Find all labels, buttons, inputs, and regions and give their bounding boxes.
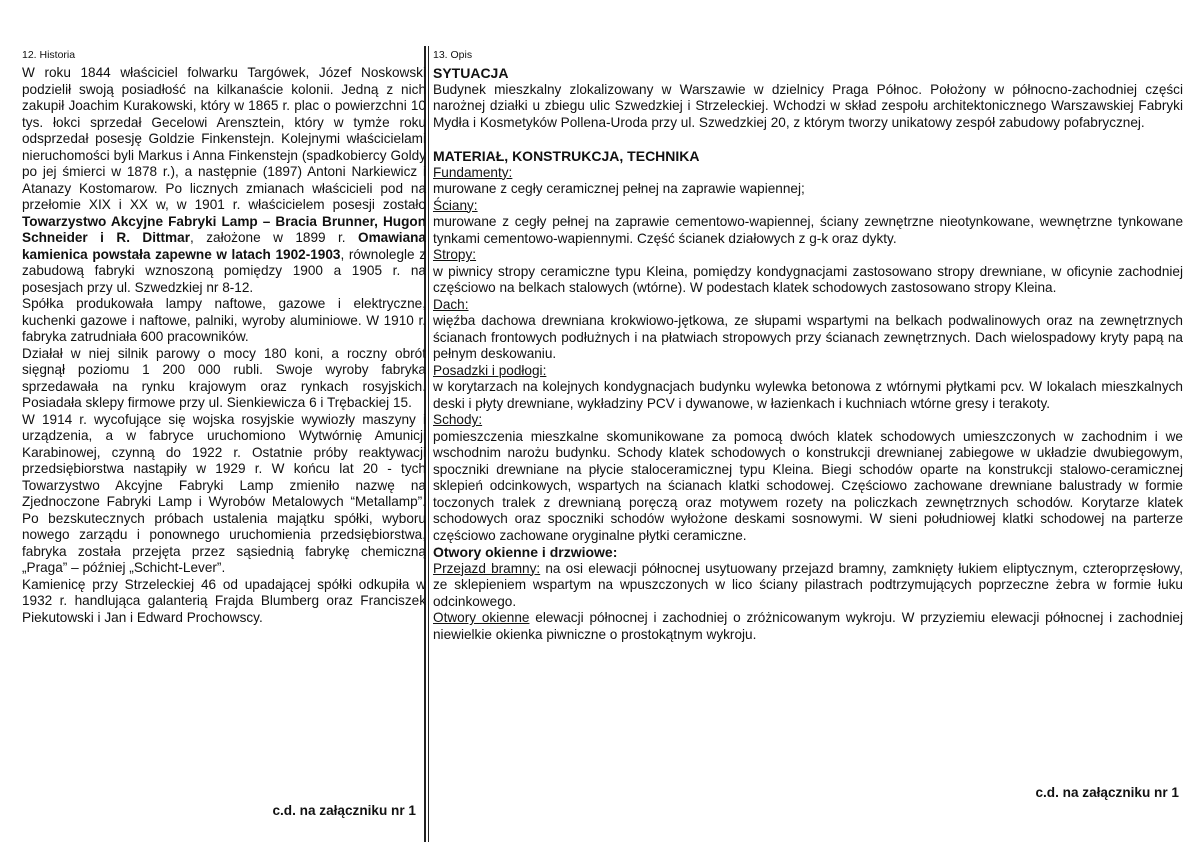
- otwory-item: [433, 561, 1183, 611]
- historia-column: [14, 46, 426, 842]
- otwory-heading: Otwory okienne i drzwiowe:: [433, 544, 618, 560]
- historia-text-run: , założone w 1899 r.: [190, 230, 358, 245]
- historia-text-run: Spółka produkowała lampy naftowe, gazowe i elektryczne, kuchenki gazowe i naftowe, palniki, wyroby aluminiowe. W 1910 r. fabryka zatrudniała 600 pracowników.: [22, 296, 426, 344]
- otwory-text: na osi elewacji północnej usytuowany przejazd bramny, zamknięty łukiem eliptycznym, czteroprzęsłowy, ze sklepieniem wspartym na wpuszczonych w lico ściany pilastrach podtrzymujących poprzeczne żebra w formie łuku odcinkowego.: [433, 560, 1183, 609]
- section-text: więźba dachowa drewniana krokwiowo-jętkowa, ze słupami wspartymi na belkach podwalinowych oraz na zewnętrznych ścianach frontowych podłużnych i na płatwiach stropowych przy ścianach zewnętrznych. Dach wielospadowy kryty papą na pełnym deskowaniu.: [433, 313, 1183, 361]
- section-title: Stropy:: [433, 247, 477, 262]
- section-title: Posadzki i podłogi:: [433, 362, 547, 378]
- historia-paragraph: [22, 296, 426, 346]
- historia-bold-text: Towarzystwo Akcyjne Fabryki Lamp – Bracia Brunner, Hugon Schneider i R. Dittmar: [22, 213, 426, 245]
- section-title: Dach:: [433, 296, 469, 312]
- section-label-historia: 12. Historia: [22, 49, 76, 61]
- otwory-title: Przejazd bramny:: [433, 560, 541, 576]
- section-label-opis: 13. Opis: [433, 49, 473, 61]
- opis-text: [433, 65, 1183, 643]
- historia-text-run: Kamienicę przy Strzeleckiej 46 od upadającej spółki odkupiła w 1932 r. handlująca galanterią Frajda Blumberg oraz Franciszek Piekutowski i Jan i Edward Prochowscy.: [22, 576, 426, 625]
- historia-text-run: Działał w niej silnik parowy o mocy 180 koni, a roczny obrót sięgnął poziomu 1 200 000 rubli. Swoje wyroby fabryka sprzedawała na rynku krajowym oraz rynkach rosyjskich. Posiadała sklepy firmowe przy ul. Sienkiewicza 6 i Trębackiej 15.: [22, 345, 426, 410]
- sytuacja-heading: SYTUACJA: [433, 65, 509, 81]
- otwory-item: [433, 610, 1183, 643]
- historia-bold-text: Omawiana kamienica powstała zapewne w latach 1902-1903: [22, 230, 426, 262]
- opis-continuation-note: c.d. na załączniku nr 1: [1035, 785, 1179, 800]
- historia-continuation-note: c.d. na załączniku nr 1: [272, 803, 416, 818]
- otwory-sections: [433, 561, 1183, 644]
- section-title: Ściany:: [433, 197, 478, 213]
- sytuacja-text: Budynek mieszkalny zlokalizowany w Warszawie w dzielnicy Praga Północ. Położony w północno-zachodniej części narożnej działki u zbiegu ulic Szwedzkiej i Strzeleckiej. Wchodzi w skład zespołu architektonicznego Warszawskiej Fabryki Mydła i Kosmetyków Pollena-Uroda przy ul. Szwedzkiej 20, z którym tworzy unikatowy zespół zabudowy pofabrycznej.: [433, 81, 1183, 130]
- historia-text-run: , równolegle z zabudową fabryki wznoszoną pomiędzy 1900 a 1905 r. na posesjach przy ul. Szwedzkiej nr 8-12.: [22, 246, 426, 295]
- section-title: Schody:: [433, 412, 483, 427]
- material-sections: [433, 165, 1183, 545]
- otwory-text: elewacji północnej i zachodniej o zróżnicowanym wykroju. W przyziemiu elewacji północnej i zachodniej niewielkie okienka piwniczne o prostokątnym wykroju.: [433, 610, 1183, 642]
- historia-text: [22, 65, 426, 626]
- historia-paragraph: [22, 65, 426, 296]
- historia-paragraph: [22, 577, 426, 627]
- section-text: pomieszczenia mieszkalne skomunikowane za pomocą dwóch klatek schodowych umieszczonych w zachodnim i we wschodnim narożu budynku. Schody klatek schodowych o konstrukcji drewnianej zabiegowe w układzie dwubiegowym, spoczniki drewniane na płycie staloceramicznej typu Kleina. Biegi schodów oparte na konstrukcji stalowo-ceramicznej sklepień odcinkowych, wspartych na ścianach klatki schodowej. Częściowo zachowane drewniane balustrady w formie toczonych tralek z drewnianą poręczą oraz motywem rozety na policzkach zewnętrznych schodów. Korytarze klatek schodowych oraz spoczniki schodów wyłożone deskami sosnowymi. W sieni południowej klatki schodowej na parterze częściowo zachowane oryginalne płytki ceramiczne.: [433, 428, 1183, 543]
- section-text: w piwnicy stropy ceramiczne typu Kleina, pomiędzy kondygnacjami zastosowano stropy drewniane, w oficynie zachodniej częściowo na belkach stalowych (wtórne). W podestach klatek schodowych zastosowano stropy Kleina.: [433, 263, 1183, 295]
- section-text: murowane z cegły pełnej na zaprawie cementowo-wapiennej, ściany zewnętrzne nieotynkowane, wewnętrzne tynkowane tynkami cementowo-wapiennymi. Część ścianek działowych z g-k oraz dykty.: [433, 214, 1183, 246]
- section-title: Fundamenty:: [433, 164, 513, 180]
- historia-text-run: W roku 1844 właściciel folwarku Targówek, Józef Noskowski podzielił swoją posiadłość na kilkanaście kolonii. Jedną z nich zakupił Joachim Kurakowski, który w 1865 r. plac o powierzchni 10 tys. łokci sprzedał Gecelowi Arensztein, który w tymże roku odsprzedał posesję Goldzie Finkenstejn. Kolejnymi właścicielami nieruchomości byli Markus i Anna Finkenstejn (spadkobiercy Goldy po jej śmierci w 1878 r.), a następnie (1897) Antoni Narkiewicz i Atanazy Kostomarow. Po licznych zmianach właścicieli pod na przełomie XIX i XX w, w 1901 r. właścicielem posesji zostało: [22, 65, 426, 212]
- historia-text-run: W 1914 r. wycofujące się wojska rosyjskie wywiozły maszyny i urządzenia, a w fabryce uruchomiono Wytwórnię Amunicji Karabinowej, czynną do 1922 r. Ostatnie próby reaktywacji przedsiębiorstwa nastąpiły w 1929 r. W końcu lat 20 - tych Towarzystwo Akcyjne Fabryki Lamp zmieniło nazwę na Zjednoczone Fabryki Lamp i Wyrobów Metalowych “Metallamp”. Po bezskutecznych próbach ustalenia majątku spółki, wyboru nowego zarządu i ponownego uruchomienia przedsiębiorstwa, fabryka została przejęta przez sąsiednią fabrykę chemiczną „Praga” – później „Schicht-Lever”.: [22, 411, 426, 575]
- historia-paragraph: [22, 346, 426, 412]
- section-text: murowane z cegły ceramicznej pełnej na zaprawie wapiennej;: [433, 181, 805, 196]
- historia-paragraph: [22, 412, 426, 577]
- section-text: w korytarzach na kolejnych kondygnacjach budynku wylewka betonowa z wtórnymi płytkami pcv. W lokalach mieszkalnych deski i płyty drewniane, wykładziny PCV i dywanowe, w łazienkach i kuchniach wtórne gresy i terakoty.: [433, 379, 1183, 411]
- opis-column: [428, 46, 1187, 842]
- material-heading: MATERIAŁ, KONSTRUKCJA, TECHNIKA: [433, 148, 700, 164]
- otwory-title: Otwory okienne: [433, 610, 530, 625]
